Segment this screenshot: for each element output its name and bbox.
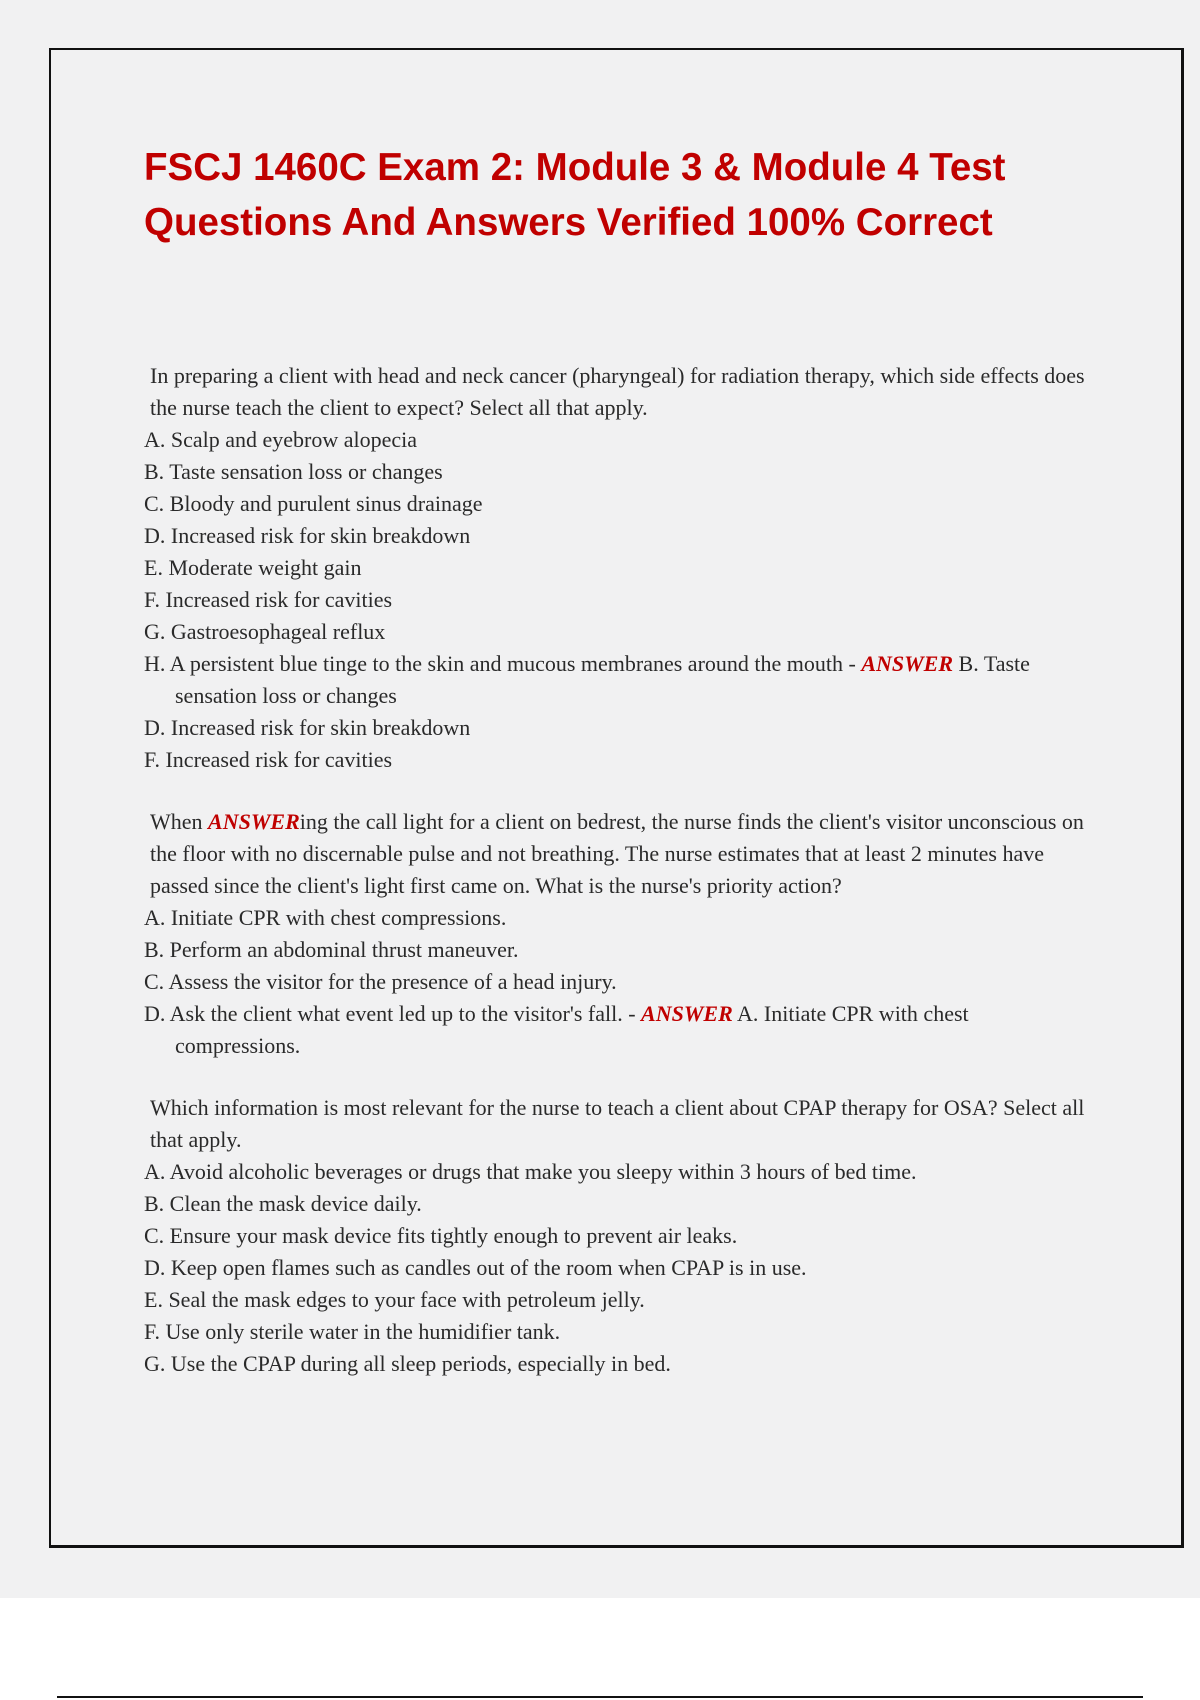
option-item: B. Perform an abdominal thrust maneuver.	[144, 937, 519, 962]
answer-label: ANSWER	[861, 651, 954, 676]
question-block-1	[144, 360, 1094, 776]
option-item: D. Keep open flames such as candles out of the room when CPAP is in use.	[144, 1255, 807, 1280]
option-item-with-answer	[144, 998, 1094, 1062]
answer-line: D. Increased risk for skin breakdown	[144, 715, 471, 740]
option-item: C. Assess the visitor for the presence of a head injury.	[144, 969, 617, 994]
option-item: A. Scalp and eyebrow alopecia	[144, 427, 418, 452]
document-title: FSCJ 1460C Exam 2: Module 3 & Module 4 Test Questions And Answers Verified 100% Correct	[144, 146, 1006, 244]
question-text-prefix: When	[150, 809, 209, 834]
answer-label: ANSWER	[208, 809, 300, 834]
answer-line: F. Increased risk for cavities	[144, 747, 393, 772]
document-body	[144, 360, 1094, 1410]
question-block-3	[144, 1092, 1094, 1380]
option-item: F. Use only sterile water in the humidifier tank.	[144, 1319, 561, 1344]
answer-text: A. Initiate CPR with chest compressions.	[175, 1001, 969, 1058]
option-item-with-answer	[144, 648, 1094, 712]
question-text	[144, 806, 1094, 902]
option-item: B. Clean the mask device daily.	[144, 1191, 422, 1216]
option-item: E. Moderate weight gain	[144, 555, 362, 580]
bottom-divider	[57, 1696, 1143, 1698]
option-item: C. Ensure your mask device fits tightly enough to prevent air leaks.	[144, 1223, 738, 1248]
option-text: H. A persistent blue tinge to the skin and mucous membranes around the mouth -	[144, 651, 862, 676]
option-item: A. Initiate CPR with chest compressions.	[144, 905, 507, 930]
option-item: B. Taste sensation loss or changes	[144, 459, 443, 484]
option-item: D. Increased risk for skin breakdown	[144, 523, 471, 548]
option-text: D. Ask the client what event led up to the visitor's fall. -	[144, 1001, 642, 1026]
question-text: In preparing a client with head and neck cancer (pharyngeal) for radiation therapy, which side effects does the nurse teach the client to expect? Select all that apply.	[150, 363, 1085, 420]
option-item: F. Increased risk for cavities	[144, 587, 393, 612]
answer-text: B. Taste sensation loss or changes	[175, 651, 1030, 708]
answer-label: ANSWER	[641, 1001, 733, 1026]
question-text-suffix: ing the call light for a client on bedrest, the nurse finds the client's visitor unconscious on the floor with no discernable pulse and not breathing. The nurse estimates that at least 2 minutes have passed since the client's light first came on. What is the nurse's priority action?	[150, 809, 1084, 898]
option-item: A. Avoid alcoholic beverages or drugs that make you sleepy within 3 hours of bed time.	[144, 1159, 917, 1184]
question-block-2	[144, 806, 1094, 1062]
question-text: Which information is most relevant for the nurse to teach a client about CPAP therapy for OSA? Select all that apply.	[150, 1095, 1085, 1152]
option-item: E. Seal the mask edges to your face with petroleum jelly.	[144, 1287, 645, 1312]
page-bottom-margin	[0, 1598, 1200, 1700]
option-item: G. Use the CPAP during all sleep periods, especially in bed.	[144, 1351, 671, 1376]
option-item: G. Gastroesophageal reflux	[144, 619, 386, 644]
option-item: C. Bloody and purulent sinus drainage	[144, 491, 483, 516]
